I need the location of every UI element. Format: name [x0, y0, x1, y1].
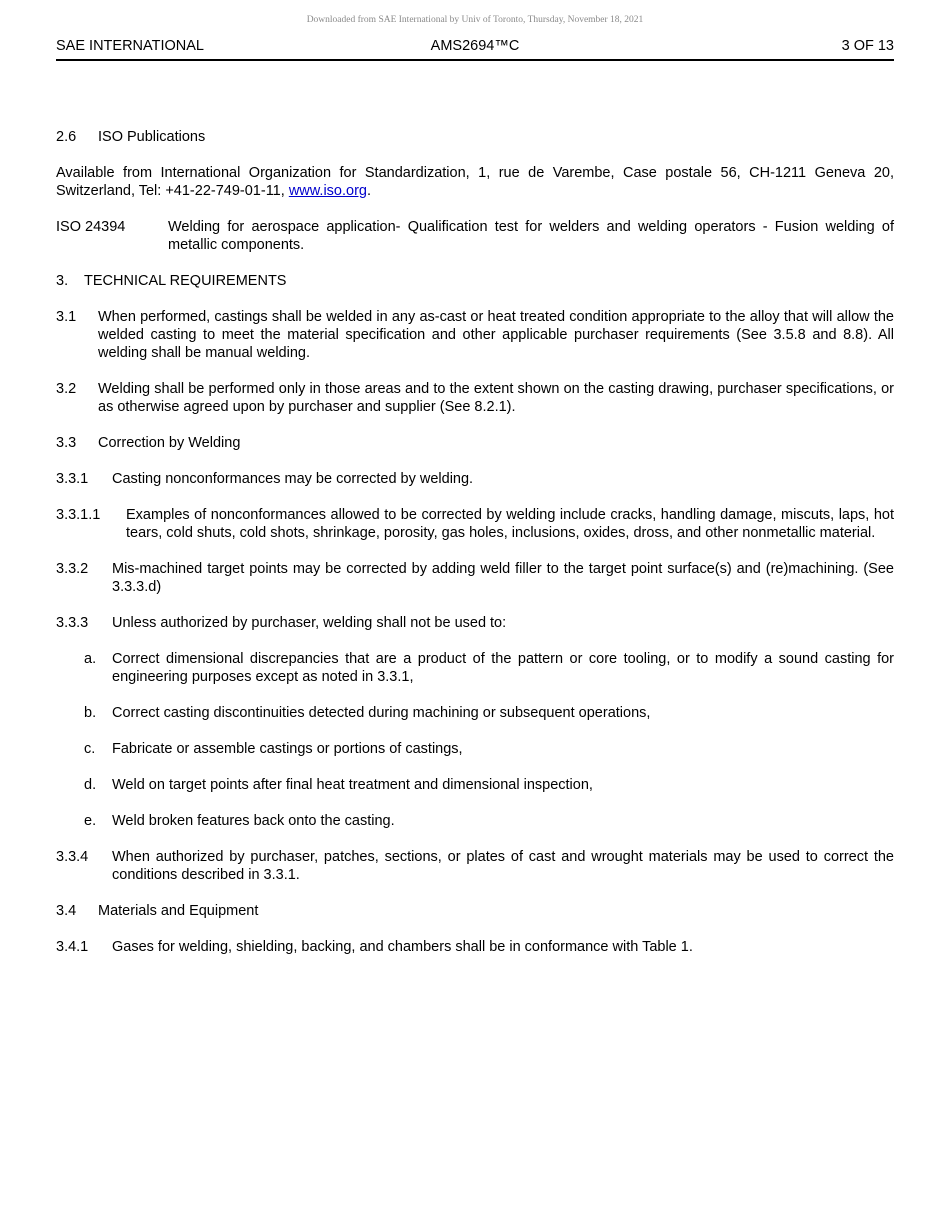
reference-title: Welding for aerospace application- Qualification test for welders and welding operators - Fusion welding of metallic components. [168, 219, 894, 253]
list-item-e [56, 812, 894, 830]
section-text: Casting nonconformances may be corrected by welding. [112, 471, 474, 487]
header-rule [56, 59, 894, 61]
header-page-number: 3 OF 13 [841, 38, 894, 54]
section-3-3-1 [56, 470, 894, 488]
section-3-heading [56, 272, 894, 290]
section-number: 3.1 [56, 309, 77, 325]
section-text: Examples of nonconformances allowed to be corrected by welding include cracks, handling damage, miscuts, laps, hot tears, cold shuts, cold shots, shrinkage, porosity, gas holes, inclusions, oxides, dross, and other nonmetallic material. [126, 507, 894, 541]
iso-24394-reference [56, 218, 894, 254]
section-3-2 [56, 380, 894, 416]
list-item-c [56, 740, 894, 758]
section-number: 3.2 [56, 381, 77, 397]
list-item-a [56, 650, 894, 686]
header-org: SAE INTERNATIONAL [56, 38, 204, 54]
section-number: 3.4.1 [56, 939, 89, 955]
section-3-4-1 [56, 938, 894, 956]
list-marker: d. [84, 777, 97, 793]
section-number: 3.3.3 [56, 615, 89, 631]
section-title: Correction by Welding [98, 435, 241, 451]
page-header [56, 38, 894, 58]
section-number: 3.3 [56, 435, 77, 451]
section-title: ISO Publications [98, 129, 206, 145]
header-doc-id: AMS2694™C [430, 38, 520, 54]
list-marker: c. [84, 741, 96, 757]
download-watermark: Downloaded from SAE International by Univ of Toronto, Thursday, November 18, 2021 [306, 15, 644, 25]
iso-availability-end: . [366, 183, 372, 199]
list-marker: a. [84, 651, 97, 667]
section-number: 3.3.4 [56, 849, 89, 865]
list-item-d [56, 776, 894, 794]
section-3-3-heading [56, 434, 894, 452]
section-3-3-2 [56, 560, 894, 596]
section-text: Unless authorized by purchaser, welding shall not be used to: [112, 615, 507, 631]
list-item-b [56, 704, 894, 722]
section-text: When performed, castings shall be welded in any as-cast or heat treated condition appropriate to the alloy that will allow the welded casting to meet the material specification and other applicable purchaser requirements (See 3.5.8 and 8.8). All welding shall be manual welding. [98, 309, 894, 361]
section-text: Gases for welding, shielding, backing, and chambers shall be in conformance with Table 1. [112, 939, 693, 955]
section-3-3-3 [56, 614, 894, 632]
list-item-text: Weld on target points after final heat treatment and dimensional inspection, [112, 777, 593, 793]
section-title: TECHNICAL REQUIREMENTS [84, 273, 287, 289]
section-3-3-4 [56, 848, 894, 884]
list-item-text: Weld broken features back onto the casting. [112, 813, 395, 829]
section-3-3-1-1 [56, 506, 894, 542]
section-2-6-heading [56, 128, 894, 146]
section-number: 3.3.1.1 [56, 507, 101, 523]
list-item-text: Correct casting discontinuities detected during machining or subsequent operations, [112, 705, 651, 721]
list-marker: e. [84, 813, 97, 829]
section-number: 3.4 [56, 903, 77, 919]
section-text: Welding shall be performed only in those areas and to the extent shown on the casting drawing, purchaser specifications, or as otherwise agreed upon by purchaser and supplier (See 8.2.1). [98, 381, 894, 415]
list-marker: b. [84, 705, 97, 721]
iso-availability-text: Available from International Organization for Standardization, 1, rue de Varembe, Case postale 56, CH-1211 Geneva 20, Switzerland, Tel: +41-22-749-01-11, [56, 165, 894, 199]
iso-availability-paragraph [56, 164, 894, 200]
section-number: 2.6 [56, 129, 77, 145]
list-item-text: Fabricate or assemble castings or portions of castings, [112, 741, 463, 757]
section-text: When authorized by purchaser, patches, sections, or plates of cast and wrought materials may be used to correct the conditions described in 3.3.1. [112, 849, 894, 883]
reference-number: ISO 24394 [56, 219, 126, 235]
section-number: 3. [56, 273, 69, 289]
section-number: 3.3.2 [56, 561, 89, 577]
section-text: Mis-machined target points may be corrected by adding weld filler to the target point surface(s) and (re)machining. (See 3.3.3.d) [112, 561, 894, 595]
document-body [56, 128, 894, 974]
section-3-1 [56, 308, 894, 362]
section-3-4-heading [56, 902, 894, 920]
section-title: Materials and Equipment [98, 903, 259, 919]
section-number: 3.3.1 [56, 471, 89, 487]
list-item-text: Correct dimensional discrepancies that are a product of the pattern or core tooling, or to modify a sound casting for engineering purposes except as noted in 3.3.1, [112, 651, 894, 685]
iso-website-link[interactable]: www.iso.org [288, 183, 367, 199]
